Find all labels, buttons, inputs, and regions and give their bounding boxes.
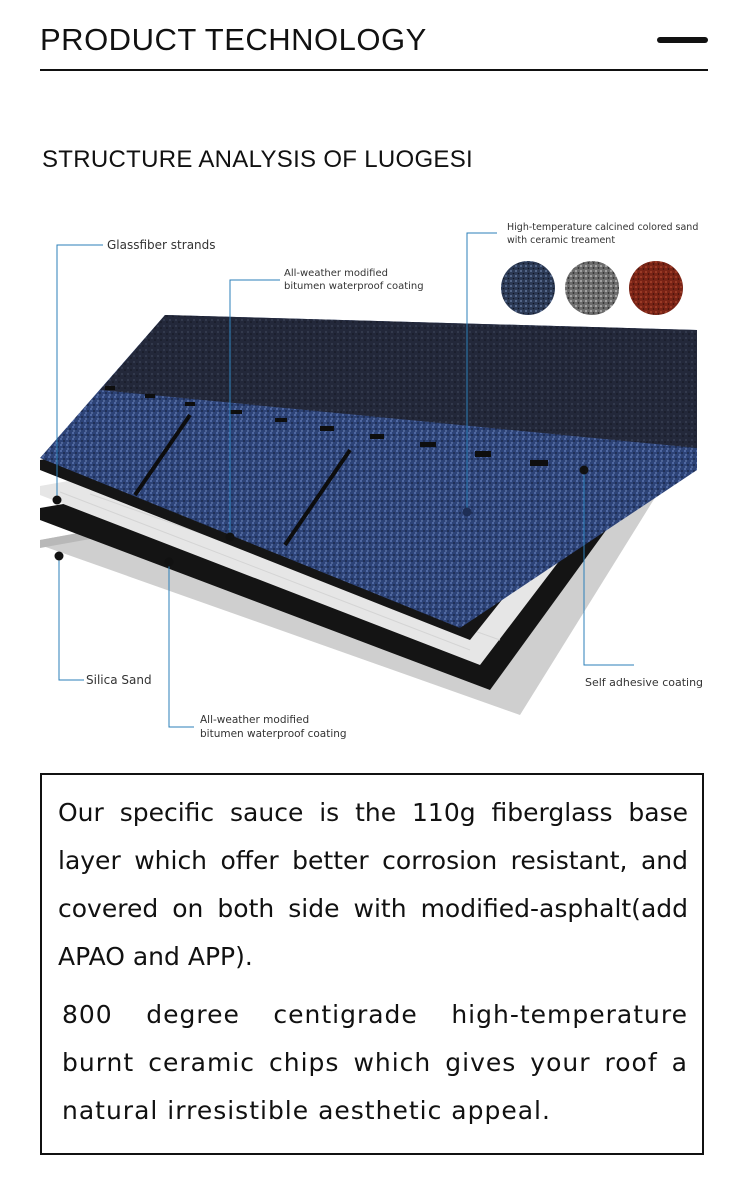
description-paragraph-1: Our specific sauce is the 110g fiberglass base layer which offer better corrosion resistant, and covered on both side with modified-asphalt(add APAO and APP). [58,798,688,971]
leader-dot-sand [463,508,472,517]
section-title: STRUCTURE ANALYSIS OF LUOGESI [42,146,474,173]
adhesive-dot [475,451,491,457]
label-bitumen-top-1: All-weather modified [284,268,388,279]
leader-dot-glassfiber [53,496,62,505]
adhesive-dot [185,402,195,406]
swatch-red [629,261,683,315]
label-adhesive: Self adhesive coating [585,676,704,689]
header-divider [40,69,708,71]
adhesive-dot [320,426,334,431]
swatch-grey [565,261,619,315]
adhesive-dot [420,442,436,447]
leader-dot-silica [55,552,64,561]
label-silica: Silica Sand [86,673,152,687]
label-bitumen-top-2: bitumen waterproof coating [284,281,424,292]
adhesive-dot [530,460,548,466]
page-title: PRODUCT TECHNOLOGY [40,22,427,57]
swatch-blue-black [501,261,555,315]
description-paragraph-2: 800 degree centigrade high-temperature burnt ceramic chips which gives your roof a natural irresistible aesthetic appeal. [62,1000,688,1125]
adhesive-dot [105,386,115,390]
adhesive-dot [230,410,242,414]
description-box [40,773,704,1155]
shingle-structure-diagram [0,200,750,760]
leader-dot-bitumen-bottom [165,558,174,567]
label-sand-1: High-temperature calcined colored sand [507,222,699,233]
menu-icon[interactable] [657,37,708,43]
leader-dot-bitumen-top [226,533,235,542]
label-glassfiber: Glassfiber strands [107,238,216,252]
label-sand-2: with ceramic treament [507,235,616,246]
label-bitumen-bottom-2: bitumen waterproof coating [200,728,347,740]
adhesive-dot [275,418,287,422]
leader-silica [59,556,84,680]
adhesive-dot [145,394,155,398]
adhesive-dot [370,434,384,439]
leader-dot-adhesive [580,466,589,475]
label-bitumen-bottom-1: All-weather modified [200,714,310,726]
